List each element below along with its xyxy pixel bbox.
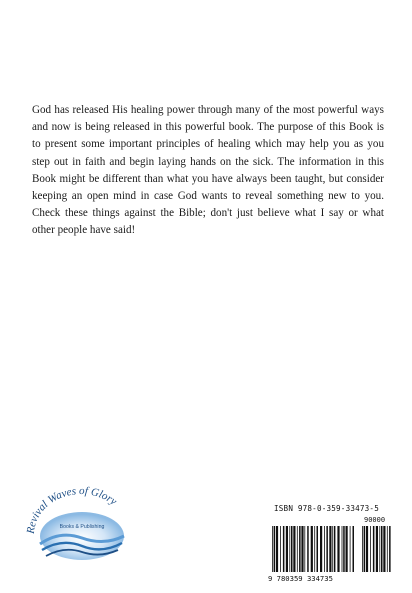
publisher-logo-icon	[20, 486, 140, 568]
barcode-bar	[289, 526, 290, 572]
barcode-bar	[342, 526, 343, 572]
barcode-bar	[293, 526, 295, 572]
barcode-bar	[334, 526, 336, 572]
barcode-bar	[320, 526, 322, 572]
barcode-bar	[370, 526, 371, 572]
barcode-bar	[373, 526, 375, 572]
barcode-bar	[383, 526, 385, 572]
publisher-name: Revival Waves of Glory	[24, 486, 119, 535]
barcode-bar	[301, 526, 303, 572]
barcode-bar	[337, 526, 339, 572]
barcode-bar	[364, 526, 366, 572]
isbn-text: ISBN 978-0-359-33473-5	[274, 504, 379, 513]
price-code: 90000	[364, 516, 386, 524]
barcode-bar	[304, 526, 305, 572]
barcode-bar	[379, 526, 380, 572]
barcode-digits: 9 780359 334735	[268, 574, 333, 583]
barcode-bar	[299, 526, 301, 572]
barcode-bar	[387, 526, 388, 572]
barcode-bar	[314, 526, 315, 572]
barcode-bar	[353, 526, 355, 572]
barcode-bar	[376, 526, 378, 572]
barcode-bar	[291, 526, 293, 572]
barcode-bar	[286, 526, 288, 572]
cover-blurb: God has released His healing power through many of the most powerful ways and now is being released in this powerful book. The purpose of this Book is to present some important principles of healing which may help you as you step out in faith and begin laying hands on the sick. The information in this Book might be different than what you have always been taught, but consider keeping an open mind in case God wants to reveal something new to you. Check these things against the Bible; don't just believe what I say or what other people have said!	[32, 104, 384, 237]
barcode-bar	[311, 526, 313, 572]
barcode-bar	[283, 526, 285, 572]
barcode-bar	[381, 526, 383, 572]
barcode-bar	[329, 526, 331, 572]
barcode-bar	[343, 526, 345, 572]
barcode-bar	[326, 526, 328, 572]
barcode-bar	[366, 526, 368, 572]
barcode-bar	[272, 526, 273, 572]
barcode-bar	[280, 526, 281, 572]
barcode-bar	[389, 526, 391, 572]
barcode-bar	[346, 526, 348, 572]
barcode-bar	[350, 526, 351, 572]
barcode-bar	[317, 526, 319, 572]
isbn-barcode	[268, 504, 392, 586]
publisher-tagline: Books & Publishing	[59, 524, 105, 530]
barcode-bar	[307, 526, 309, 572]
barcode-bar	[297, 526, 298, 572]
barcode-bar	[274, 526, 276, 572]
publisher-logo	[20, 486, 140, 568]
barcode-bar	[362, 526, 363, 572]
barcode-bar	[332, 526, 333, 572]
barcode-bar	[324, 526, 325, 572]
barcode-bar	[276, 526, 278, 572]
barcode-bars	[268, 526, 392, 572]
